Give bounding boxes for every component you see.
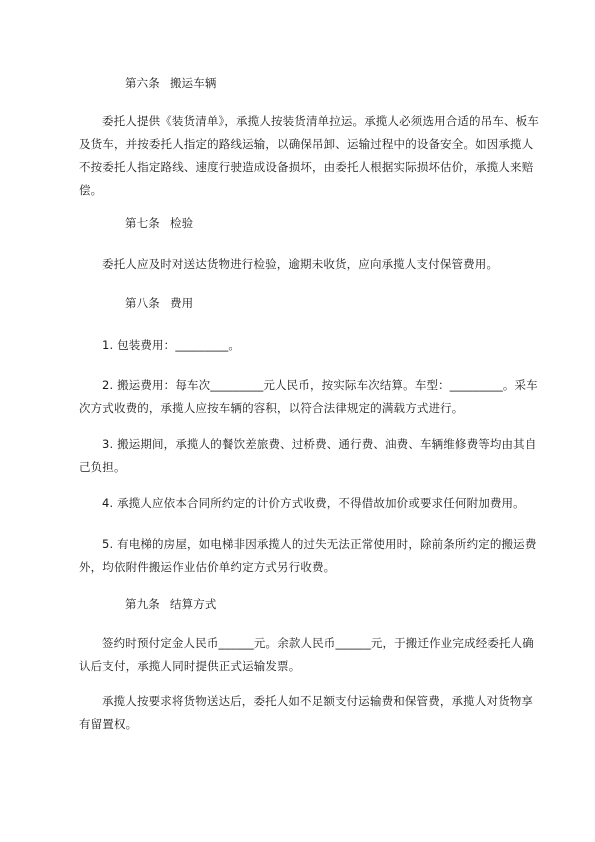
article-8-heading: [79, 292, 539, 315]
article-9-number: 第九条: [125, 597, 160, 611]
article-9-paragraph-1: 签约时预付定金人民币______元。余款人民币______元，于搬迁作业完成经委托人确认后支付，承揽人同时提供正式运输发票。: [79, 636, 534, 673]
article-7-title: 检验: [169, 216, 194, 230]
article-6-title: 搬运车辆: [169, 76, 217, 90]
article-6-number: 第六条: [125, 76, 160, 90]
article-8-item-1: 1. 包装费用：_________。: [102, 338, 241, 352]
article-6-heading: [79, 72, 539, 95]
article-8-number: 第八条: [125, 296, 160, 310]
article-8-title: 费用: [169, 296, 194, 310]
article-8-item-2: 2. 搬运费用：每车次_________元人民币，按实际车次结算。车型：_________。采车次方式收费的，承揽人应按车辆的容积，以符合法律规定的满载方式进行。: [79, 378, 538, 415]
article-7-number: 第七条: [125, 216, 160, 230]
article-9-title: 结算方式: [169, 597, 217, 611]
article-7-body: 委托人应及时对送达货物进行检验，逾期未收货，应向承揽人支付保管费用。: [102, 257, 499, 271]
article-8-item-4: 4. 承揽人应依本合同所约定的计价方式收费，不得借故加价或要求任何附加费用。: [102, 496, 525, 510]
article-6-body: 委托人提供《装货清单》，承揽人按装货清单拉运。承揽人必须选用合适的吊车、板车及货车，并按委托人指定的路线运输，以确保吊卸、运输过程中的设备安全。如因承揽人不按委托人指定路线、速度行驶造成设备损坏，由委托人根据实际损坏估价，承揽人来赔偿。: [79, 114, 539, 197]
article-8-item-3: 3. 搬运期间，承揽人的餐饮差旅费、过桥费、通行费、油费、车辆维修费等均由其自己负担。: [79, 437, 537, 474]
article-8-item-5: 5. 有电梯的房屋，如电梯非因承揽人的过失无法正常使用时，除前条所约定的搬运费外，均依附件搬运作业估价单约定方式另行收费。: [79, 537, 537, 574]
article-9-paragraph-2: 承揽人按要求将货物送达后，委托人如不足额支付运输费和保管费，承揽人对货物享有留置权。: [79, 694, 534, 731]
article-9-heading: [79, 593, 539, 616]
article-7-heading: [79, 212, 539, 235]
